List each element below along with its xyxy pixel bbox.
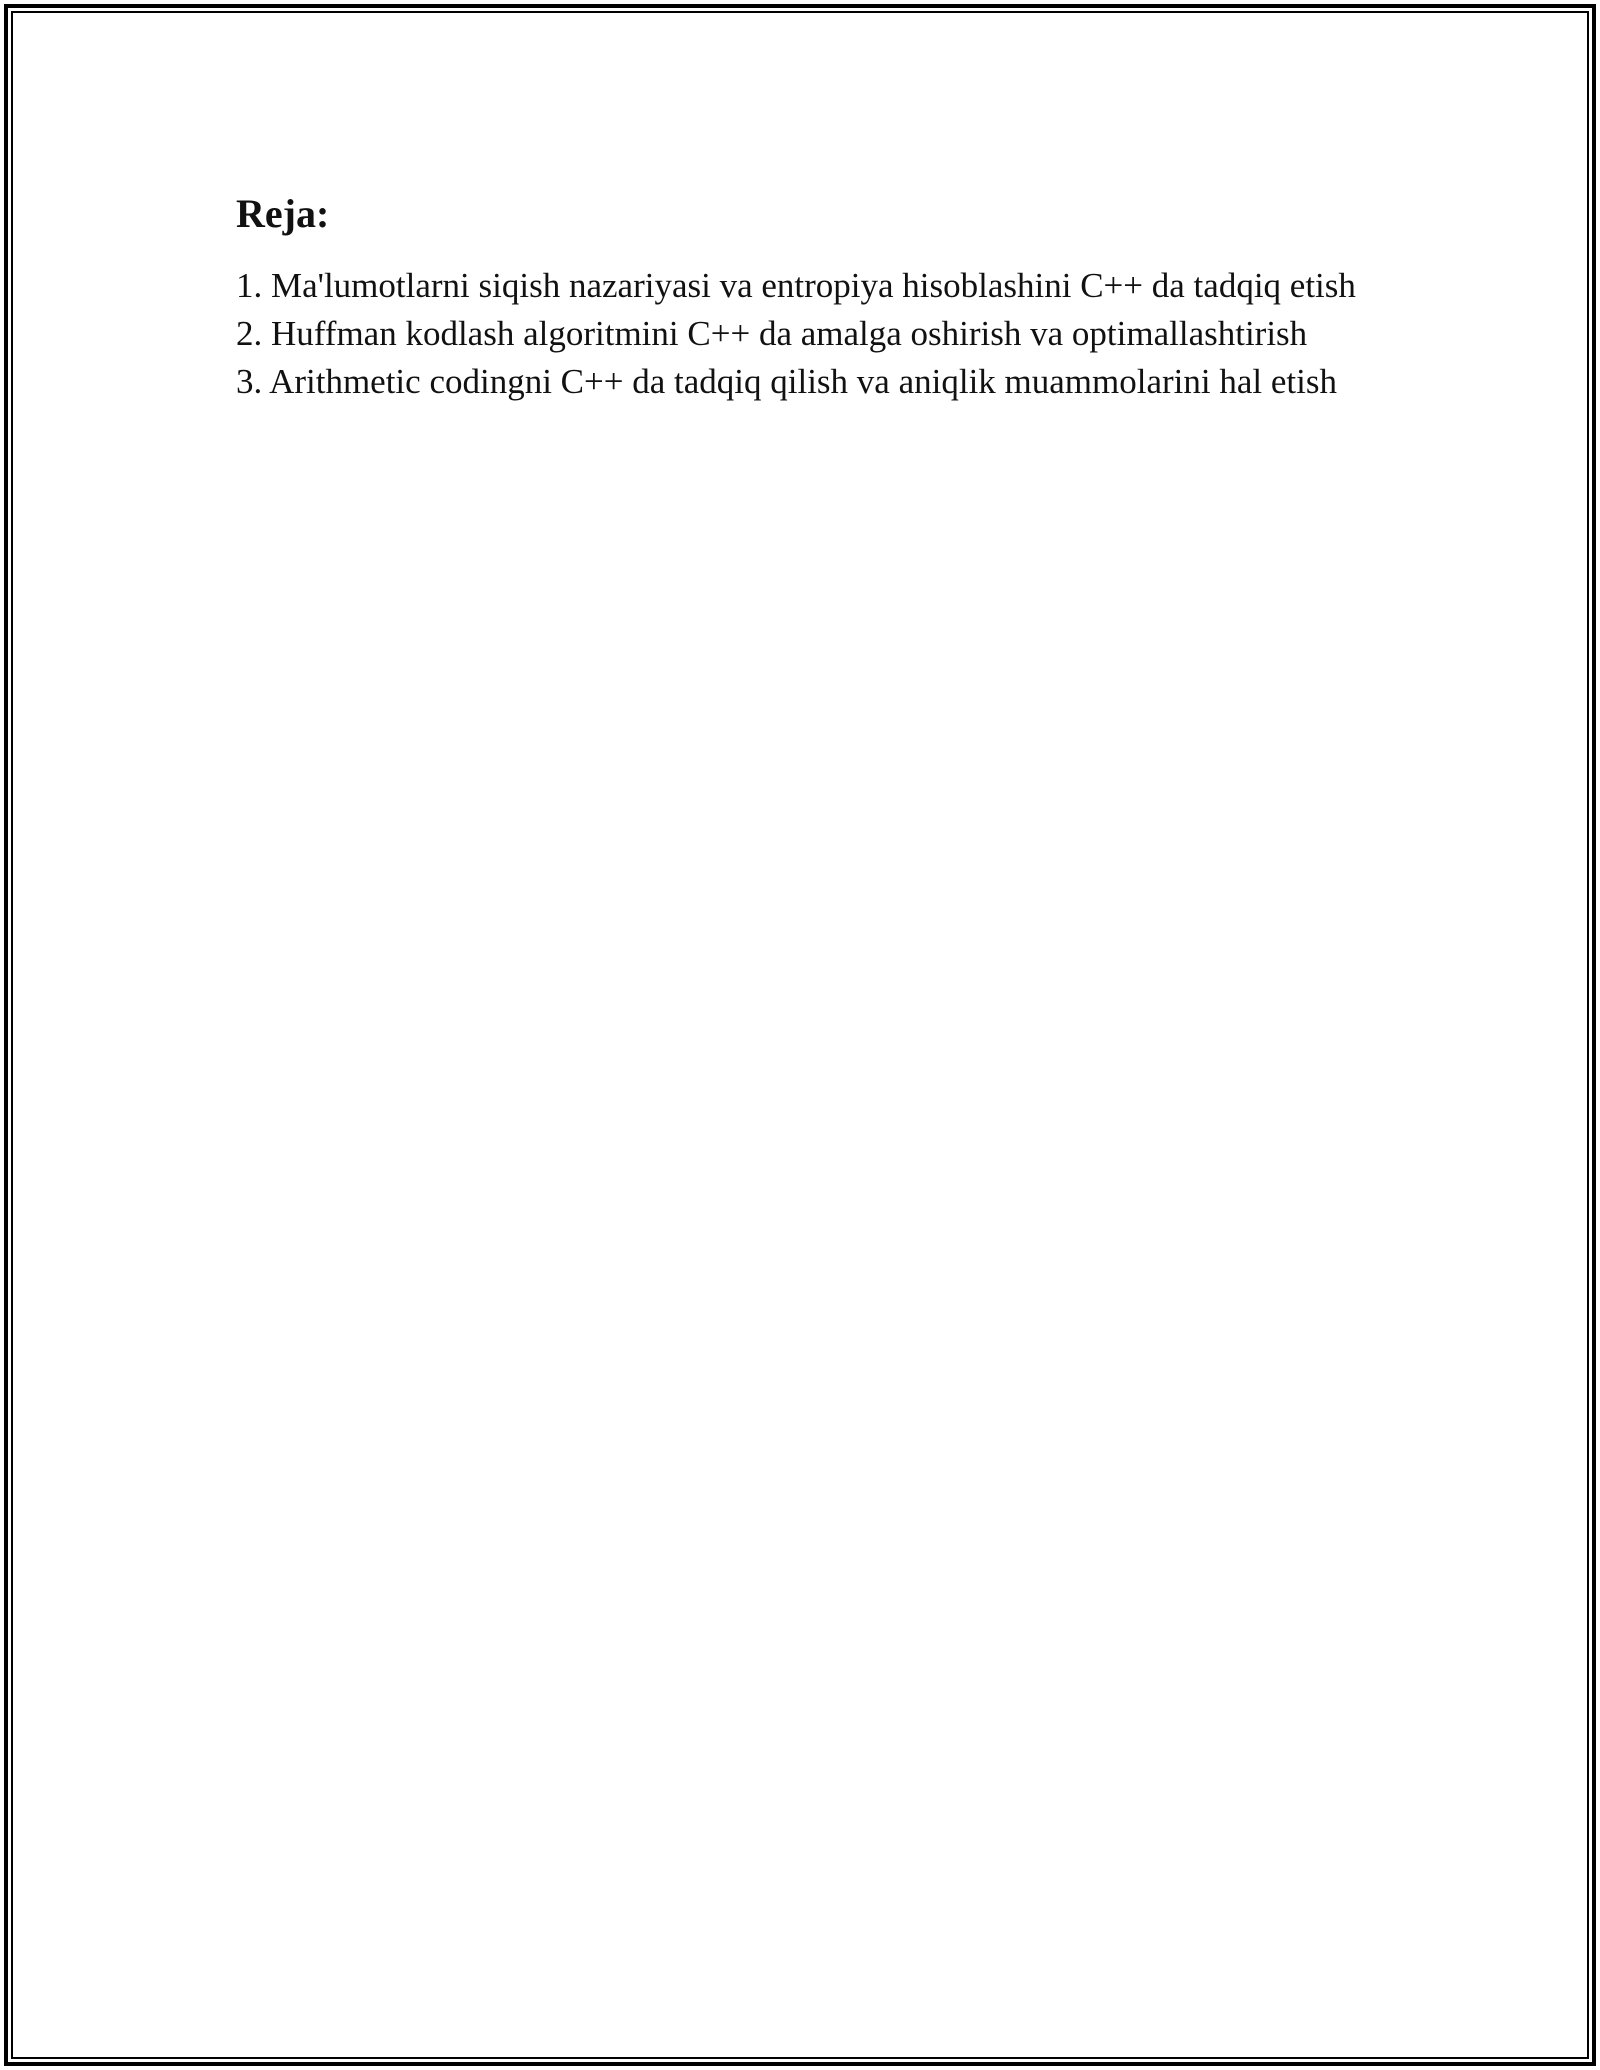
plan-item-3: 3. Arithmetic codingni C++ da tadqiq qilish va aniqlik muammolarini hal etish xyxy=(236,362,1337,401)
plan-list xyxy=(236,262,1376,406)
plan-item-1: 1. Ma'lumotlarni siqish nazariyasi va entropiya hisoblashini C++ da tadqiq etish xyxy=(236,266,1356,305)
plan-heading: Reja: xyxy=(236,191,330,236)
plan-item-2: 2. Huffman kodlash algoritmini C++ da amalga oshirish va optimallashtirish xyxy=(236,314,1308,353)
page-content xyxy=(236,186,1376,406)
